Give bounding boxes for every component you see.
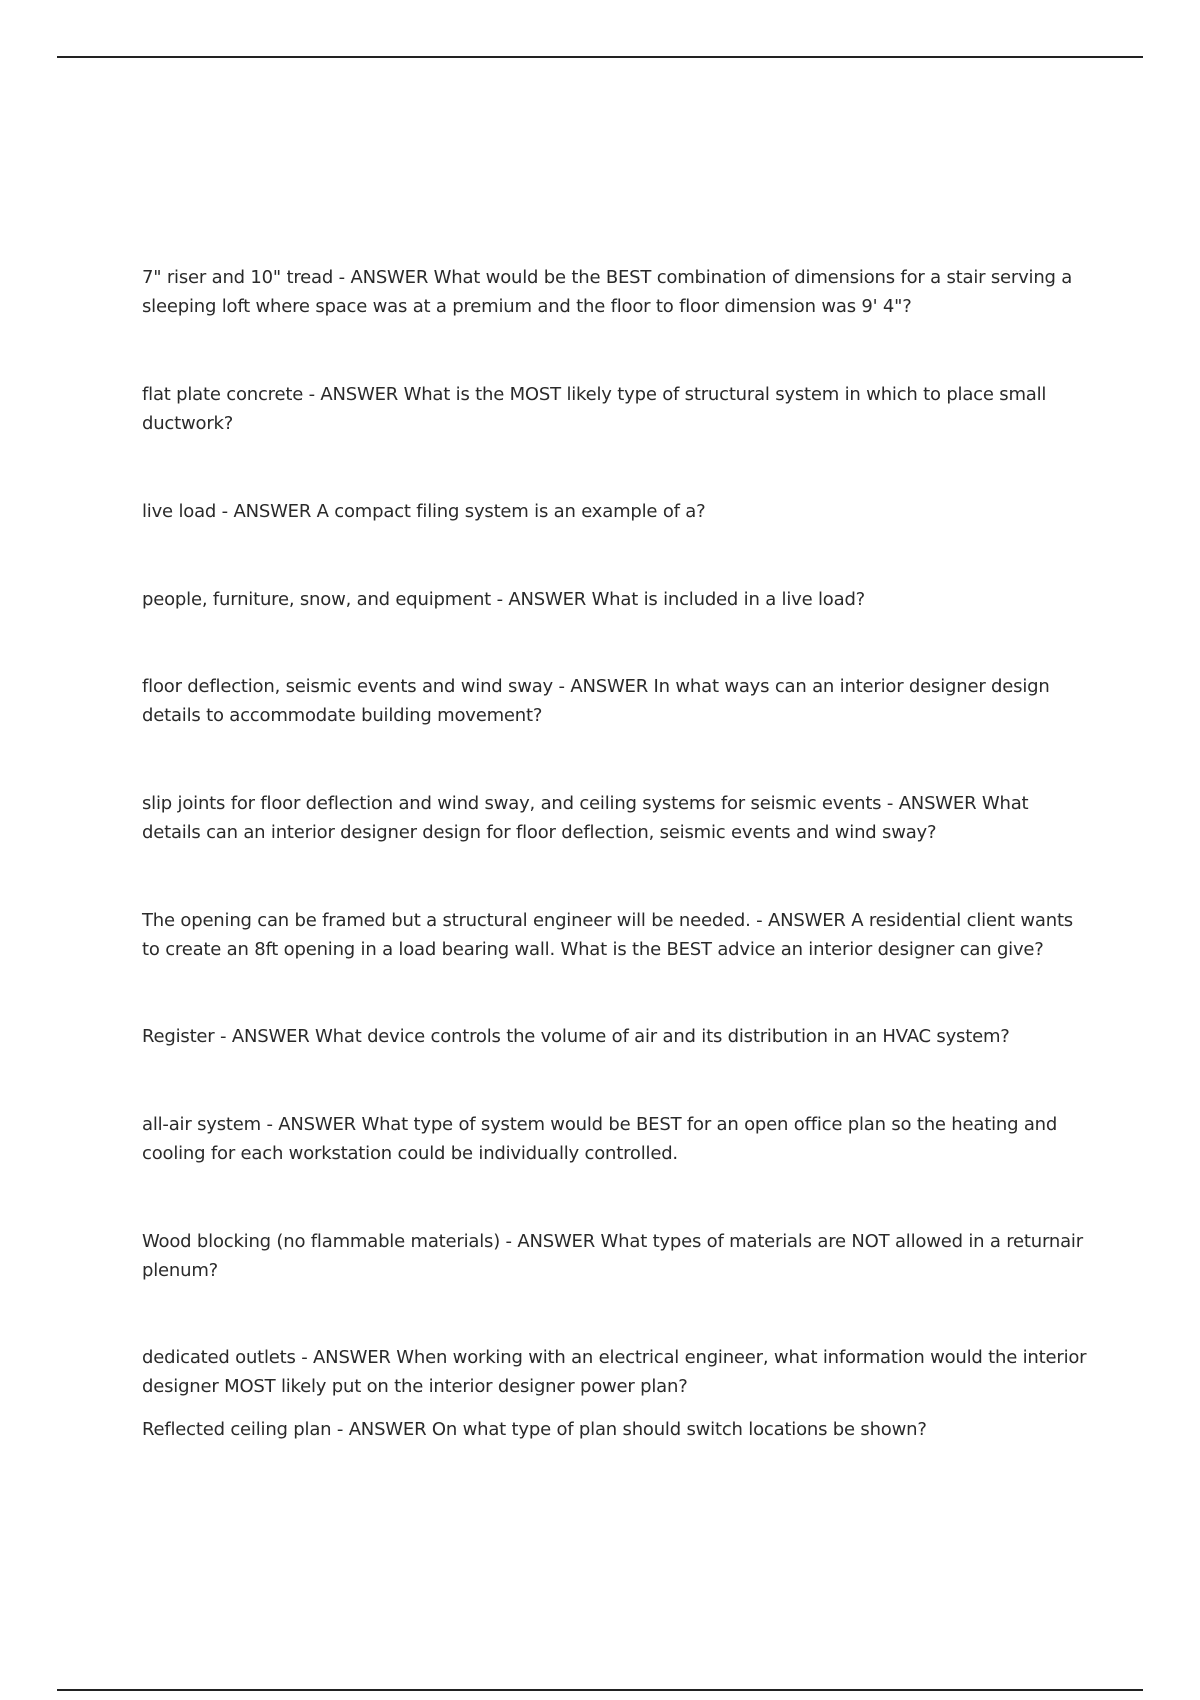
qa-item-12: Reflected ceiling plan - ANSWER On what type of plan should switch locations be shown? — [142, 1419, 927, 1440]
qa-item-11: dedicated outlets - ANSWER When working with an electrical engineer, what information would the interior designer MOST likely put on the interior designer power plan? — [142, 1347, 1087, 1397]
qa-item-10: Wood blocking (no flammable materials) - ANSWER What types of materials are NOT allowed in a returnair plenum? — [142, 1231, 1083, 1281]
qa-item-4: people, furniture, snow, and equipment - ANSWER What is included in a live load? — [142, 589, 866, 610]
qa-item-5: floor deflection, seismic events and wind sway - ANSWER In what ways can an interior designer design details to accommodate building movement? — [142, 676, 1050, 726]
qa-item-1: 7" riser and 10" tread - ANSWER What would be the BEST combination of dimensions for a stair serving a sleeping loft where space was at a premium and the floor to floor dimension was 9' 4"? — [142, 267, 1073, 317]
bottom-rule — [57, 1689, 1143, 1691]
qa-item-3: live load - ANSWER A compact filing system is an example of a? — [142, 501, 706, 522]
qa-item-7: The opening can be framed but a structural engineer will be needed. - ANSWER A residential client wants to create an 8ft opening in a load bearing wall. What is the BEST advice an interior designer can give? — [142, 910, 1073, 960]
qa-item-6: slip joints for floor deflection and wind sway, and ceiling systems for seismic events - ANSWER What details can an interior designer design for floor deflection, seismic events and wind sway? — [142, 793, 1029, 843]
top-rule — [57, 56, 1143, 58]
qa-item-9: all-air system - ANSWER What type of system would be BEST for an open office plan so the heating and cooling for each workstation could be individually controlled. — [142, 1114, 1058, 1164]
qa-item-2: flat plate concrete - ANSWER What is the MOST likely type of structural system in which to place small ductwork? — [142, 384, 1047, 434]
qa-item-8: Register - ANSWER What device controls the volume of air and its distribution in an HVAC system? — [142, 1026, 1010, 1047]
